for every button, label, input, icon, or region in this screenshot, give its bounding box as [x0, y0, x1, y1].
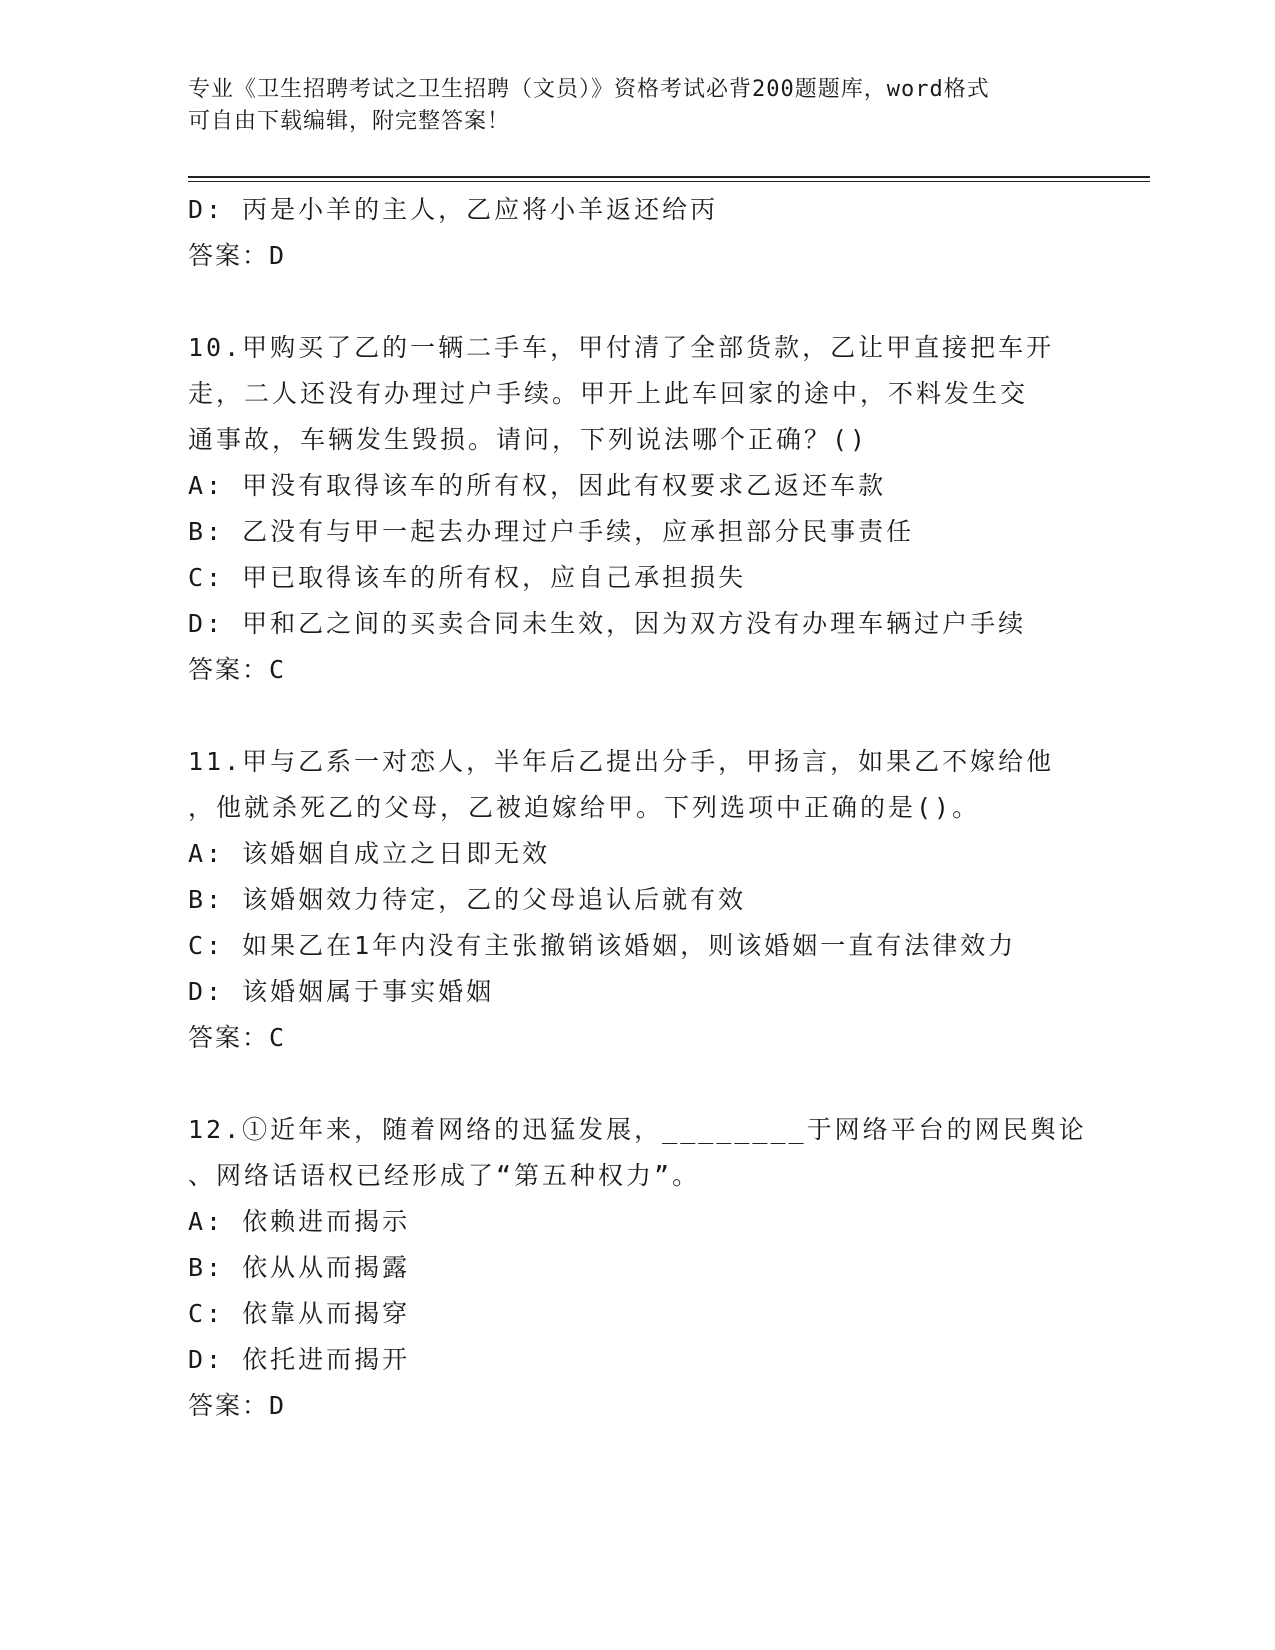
question-10-stem-line-2: 走，二人还没有办理过户手续。甲开上此车回家的途中，不料发生交	[188, 379, 1029, 408]
question-10-stem-line-3: 通事故，车辆发生毁损。请问，下列说法哪个正确？()	[188, 425, 869, 454]
question-12-option-c: C: 依靠从而揭穿	[188, 1299, 411, 1328]
question-12-stem-line-1: 12.①近年来，随着网络的迅猛发展，________于网络平台的网民舆论	[188, 1115, 1087, 1144]
question-10-option-a: A: 甲没有取得该车的所有权，因此有权要求乙返还车款	[188, 471, 887, 500]
question-12-option-b: B: 依从从而揭露	[188, 1253, 411, 1282]
question-11	[188, 739, 1088, 1061]
question-12-option-d: D: 依托进而揭开	[188, 1345, 411, 1374]
question-11-option-c: C: 如果乙在1年内没有主张撤销该婚姻，则该婚姻一直有法律效力	[188, 931, 1017, 960]
prev-answer: 答案：D	[188, 241, 287, 270]
header-line-1: 专业《卫生招聘考试之卫生招聘（文员）》资格考试必背200题题库，word格式	[188, 77, 990, 102]
header-line-2: 可自由下载编辑，附完整答案！	[188, 109, 511, 134]
question-12-stem-line-2: 、网络话语权已经形成了“第五种权力”。	[188, 1161, 701, 1190]
question-11-answer: 答案：C	[188, 1023, 287, 1052]
question-10-answer: 答案：C	[188, 655, 287, 684]
question-10	[188, 325, 1088, 693]
question-11-option-b: B: 该婚姻效力待定，乙的父母追认后就有效	[188, 885, 747, 914]
spacer	[188, 693, 1088, 739]
spacer	[188, 1061, 1088, 1107]
header-rule-thin	[188, 181, 1150, 182]
question-10-stem-line-1: 10.甲购买了乙的一辆二手车，甲付清了全部货款，乙让甲直接把车开	[188, 333, 1055, 362]
question-10-option-b: B: 乙没有与甲一起去办理过户手续，应承担部分民事责任	[188, 517, 915, 546]
header-rule-thick	[188, 176, 1150, 178]
question-11-option-d: D: 该婚姻属于事实婚姻	[188, 977, 495, 1006]
document-body	[188, 187, 1088, 1429]
question-12-answer: 答案：D	[188, 1391, 287, 1420]
question-12-option-a: A: 依赖进而揭示	[188, 1207, 411, 1236]
question-12	[188, 1107, 1088, 1429]
document-header	[188, 74, 1068, 138]
spacer	[188, 279, 1088, 325]
question-11-stem-line-2: ，他就杀死乙的父母，乙被迫嫁给甲。下列选项中正确的是()。	[188, 793, 981, 822]
question-10-option-d: D: 甲和乙之间的买卖合同未生效，因为双方没有办理车辆过户手续	[188, 609, 1027, 638]
question-11-option-a: A: 该婚姻自成立之日即无效	[188, 839, 551, 868]
question-10-option-c: C: 甲已取得该车的所有权，应自己承担损失	[188, 563, 747, 592]
prev-option-d: D: 丙是小羊的主人，乙应将小羊返还给丙	[188, 195, 719, 224]
question-11-stem-line-1: 11.甲与乙系一对恋人，半年后乙提出分手，甲扬言，如果乙不嫁给他	[188, 747, 1055, 776]
